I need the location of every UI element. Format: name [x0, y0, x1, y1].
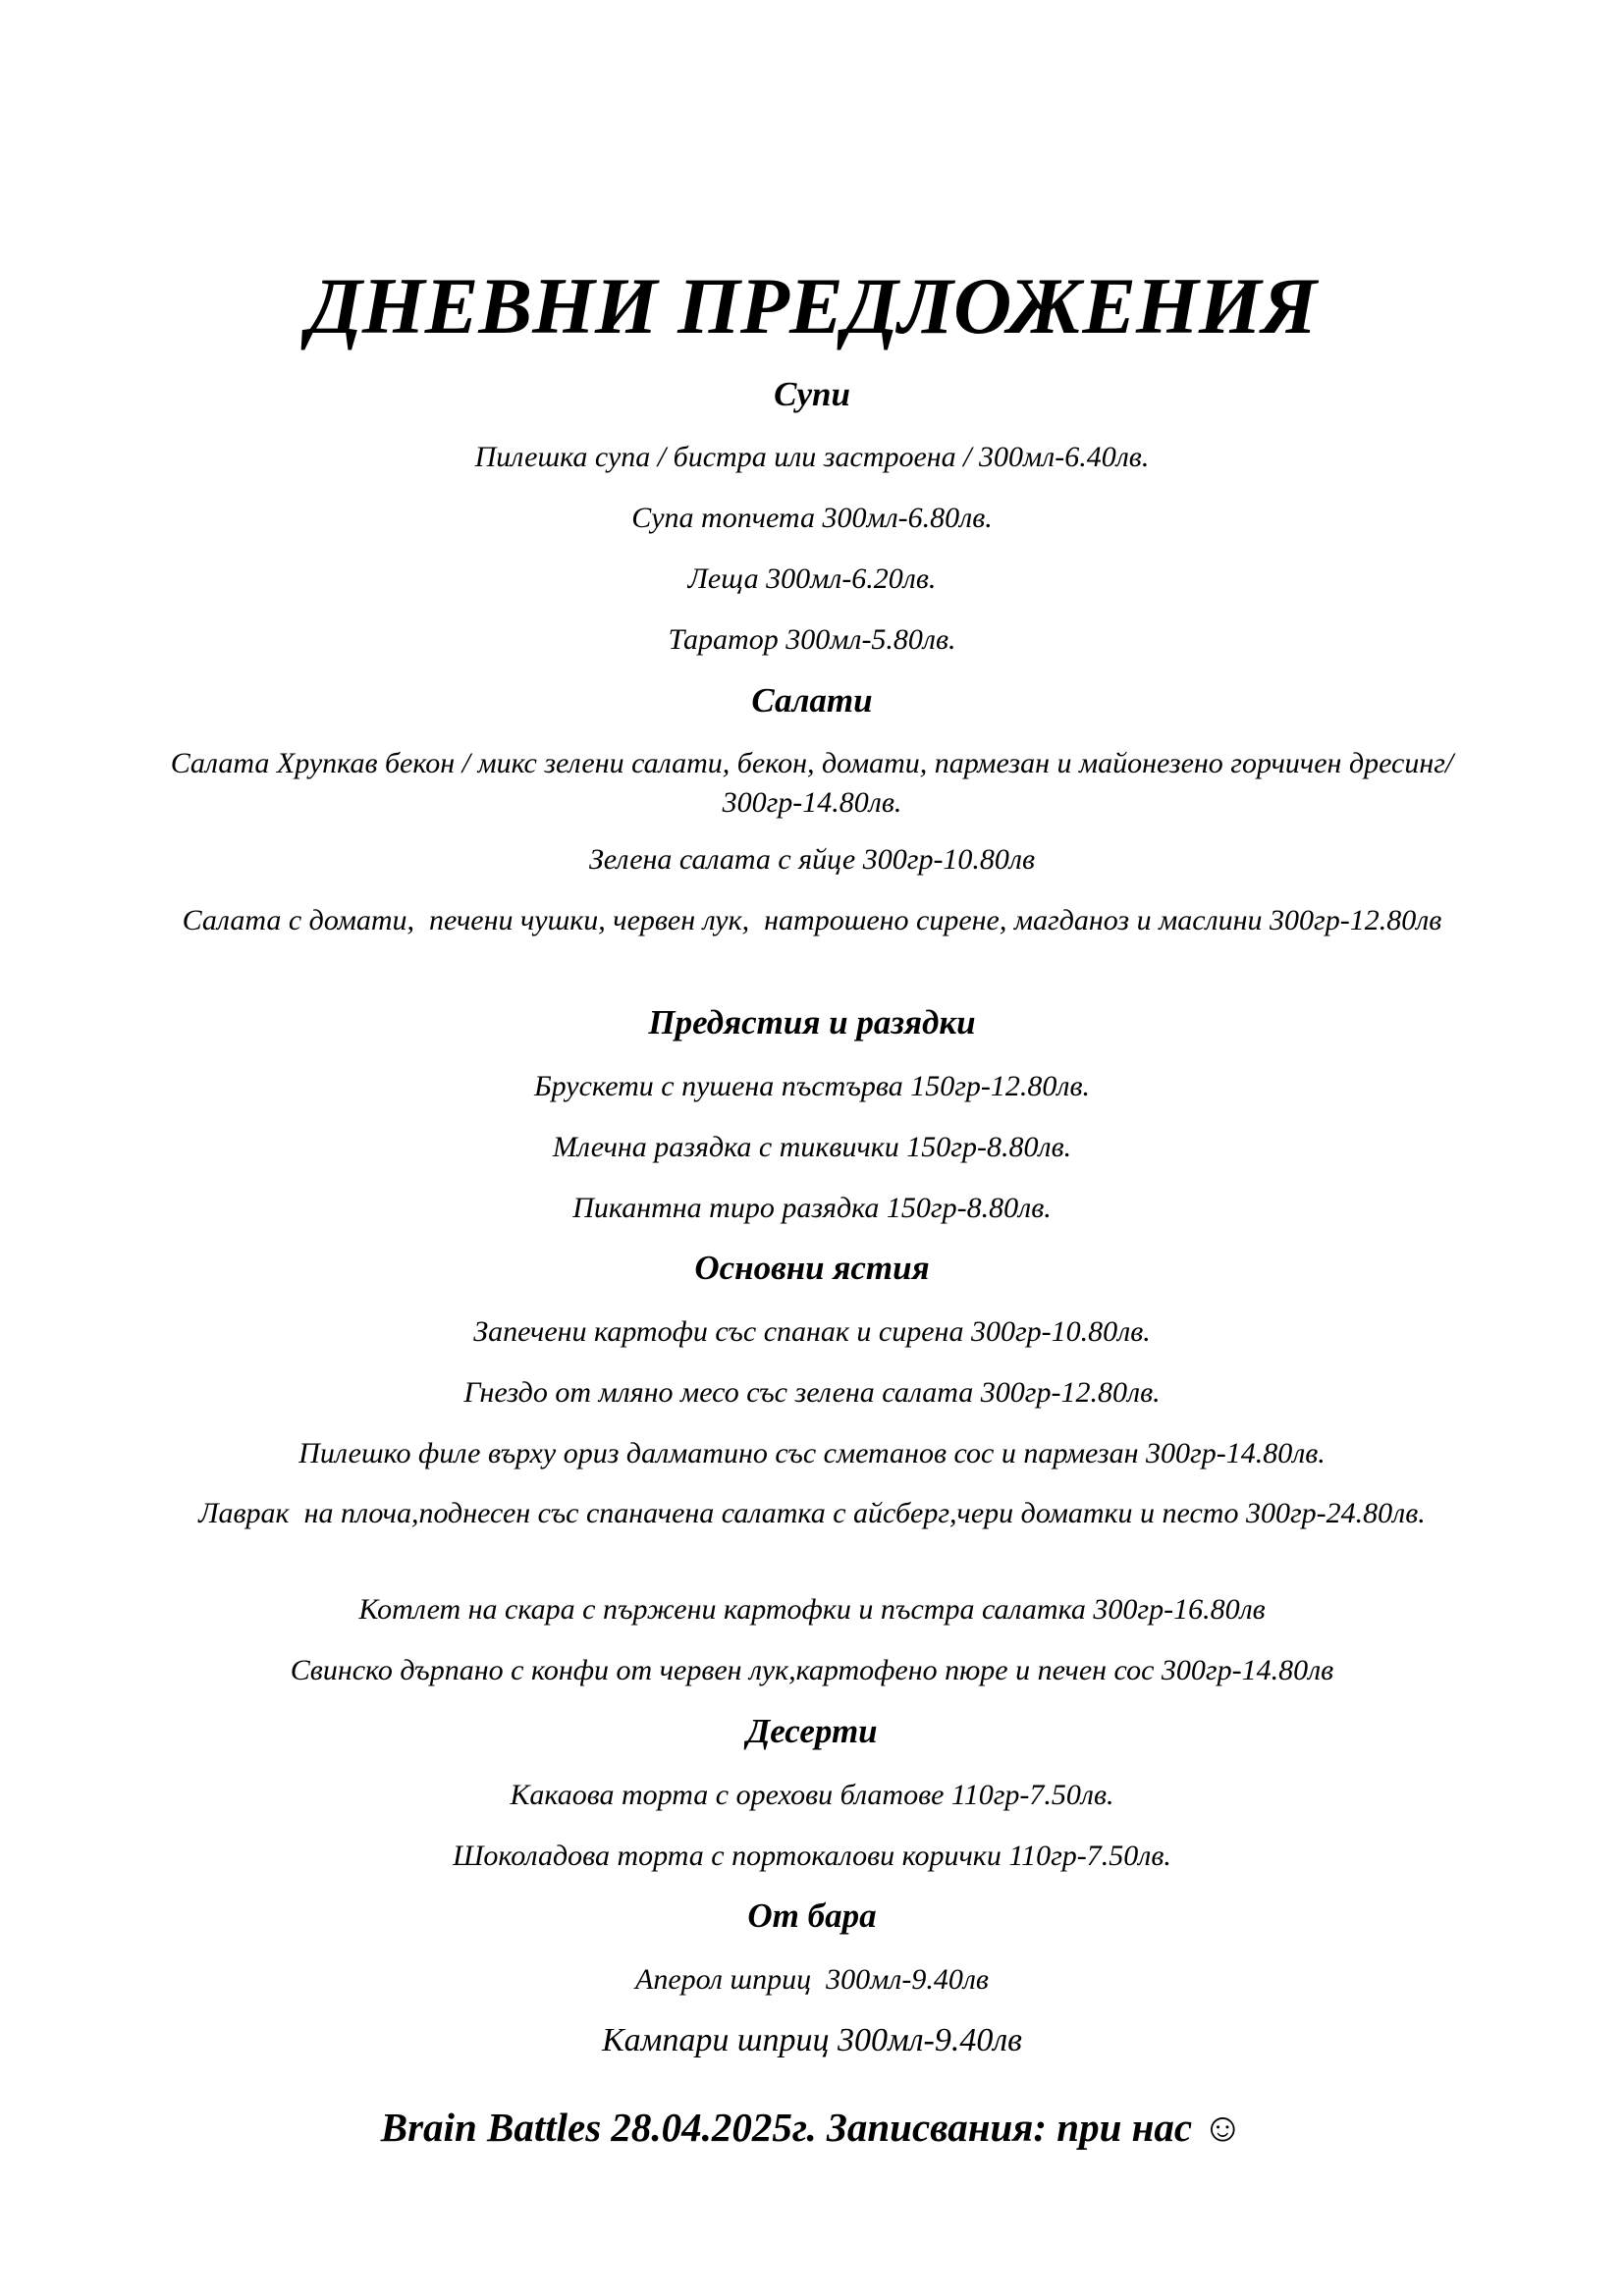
menu-item: Таратор 300мл-5.80лв. [668, 623, 956, 656]
menu-item: Пилешка супа / бистра или застроена / 300мл-6.40лв. [474, 441, 1150, 473]
menu-item: Свинско дърпано с конфи от червен лук,картофено пюре и печен сос 300гр-14.80лв [290, 1654, 1334, 1686]
section-heading-salads: Салати [751, 681, 873, 720]
menu-item: Лаврак на плоча,поднесен със спаначена салатка с айсберг,чери доматки и песто 300гр-24.80лв. [198, 1497, 1426, 1529]
menu-item: Запечени картофи със спанак и сирена 300гр-10.80лв. [473, 1315, 1151, 1348]
section-heading-desserts: Десерти [746, 1712, 878, 1750]
menu-item: Пилешко филе върху ориз далматино със сметанов сос и пармезан 300гр-14.80лв. [298, 1437, 1326, 1469]
menu-item: Котлет на скара с пържени картофки и пъстра салатка 300гр-16.80лв [358, 1593, 1266, 1626]
section-heading-mains: Основни ястия [694, 1249, 930, 1287]
menu-item: Какаова торта с орехови блатове 110гр-7.50лв. [510, 1779, 1114, 1811]
section-heading-bar: От бара [747, 1896, 877, 1935]
event-announcement: Brain Battles 28.04.2025г. Записвания: при нас ☺ [380, 2105, 1244, 2150]
menu-item: Шоколадова торта с портокалови корички 110гр-7.50лв. [453, 1840, 1171, 1872]
menu-item: Салата с домати, печени чушки, червен лук, натрошено сирене, магданоз и маслини 300гр-12.80лв [182, 904, 1442, 936]
menu-item: Кампари шприц 300мл-9.40лв [602, 2022, 1022, 2058]
menu-item: Пикантна тиро разядка 150гр-8.80лв. [572, 1192, 1052, 1224]
menu-item: Млечна разядка с тиквички 150гр-8.80лв. [552, 1131, 1072, 1163]
page-title: ДНЕВНИ ПРЕДЛОЖЕНИЯ [306, 261, 1318, 350]
menu-item: Брускети с пушена пъстърва 150гр-12.80лв. [533, 1070, 1090, 1102]
menu-item: Леща 300мл-6.20лв. [687, 562, 937, 595]
section-heading-starters: Предястия и разядки [648, 1003, 976, 1041]
menu-item: Гнездо от мляно месо със зелена салата 300гр-12.80лв. [463, 1376, 1161, 1409]
menu-item: Салата Хрупкав бекон / микс зелени салати, бекон, домати, пармезан и майонезено горчичен дресинг/ 300гр-14.80лв. [170, 747, 1469, 819]
menu-item: Супа топчета 300мл-6.80лв. [631, 502, 993, 534]
menu-item: Зелена салата с яйце 300гр-10.80лв [588, 843, 1036, 876]
section-heading-soups: Супи [774, 375, 850, 413]
menu-item: Аперол шприц 300мл-9.40лв [635, 1963, 989, 1996]
